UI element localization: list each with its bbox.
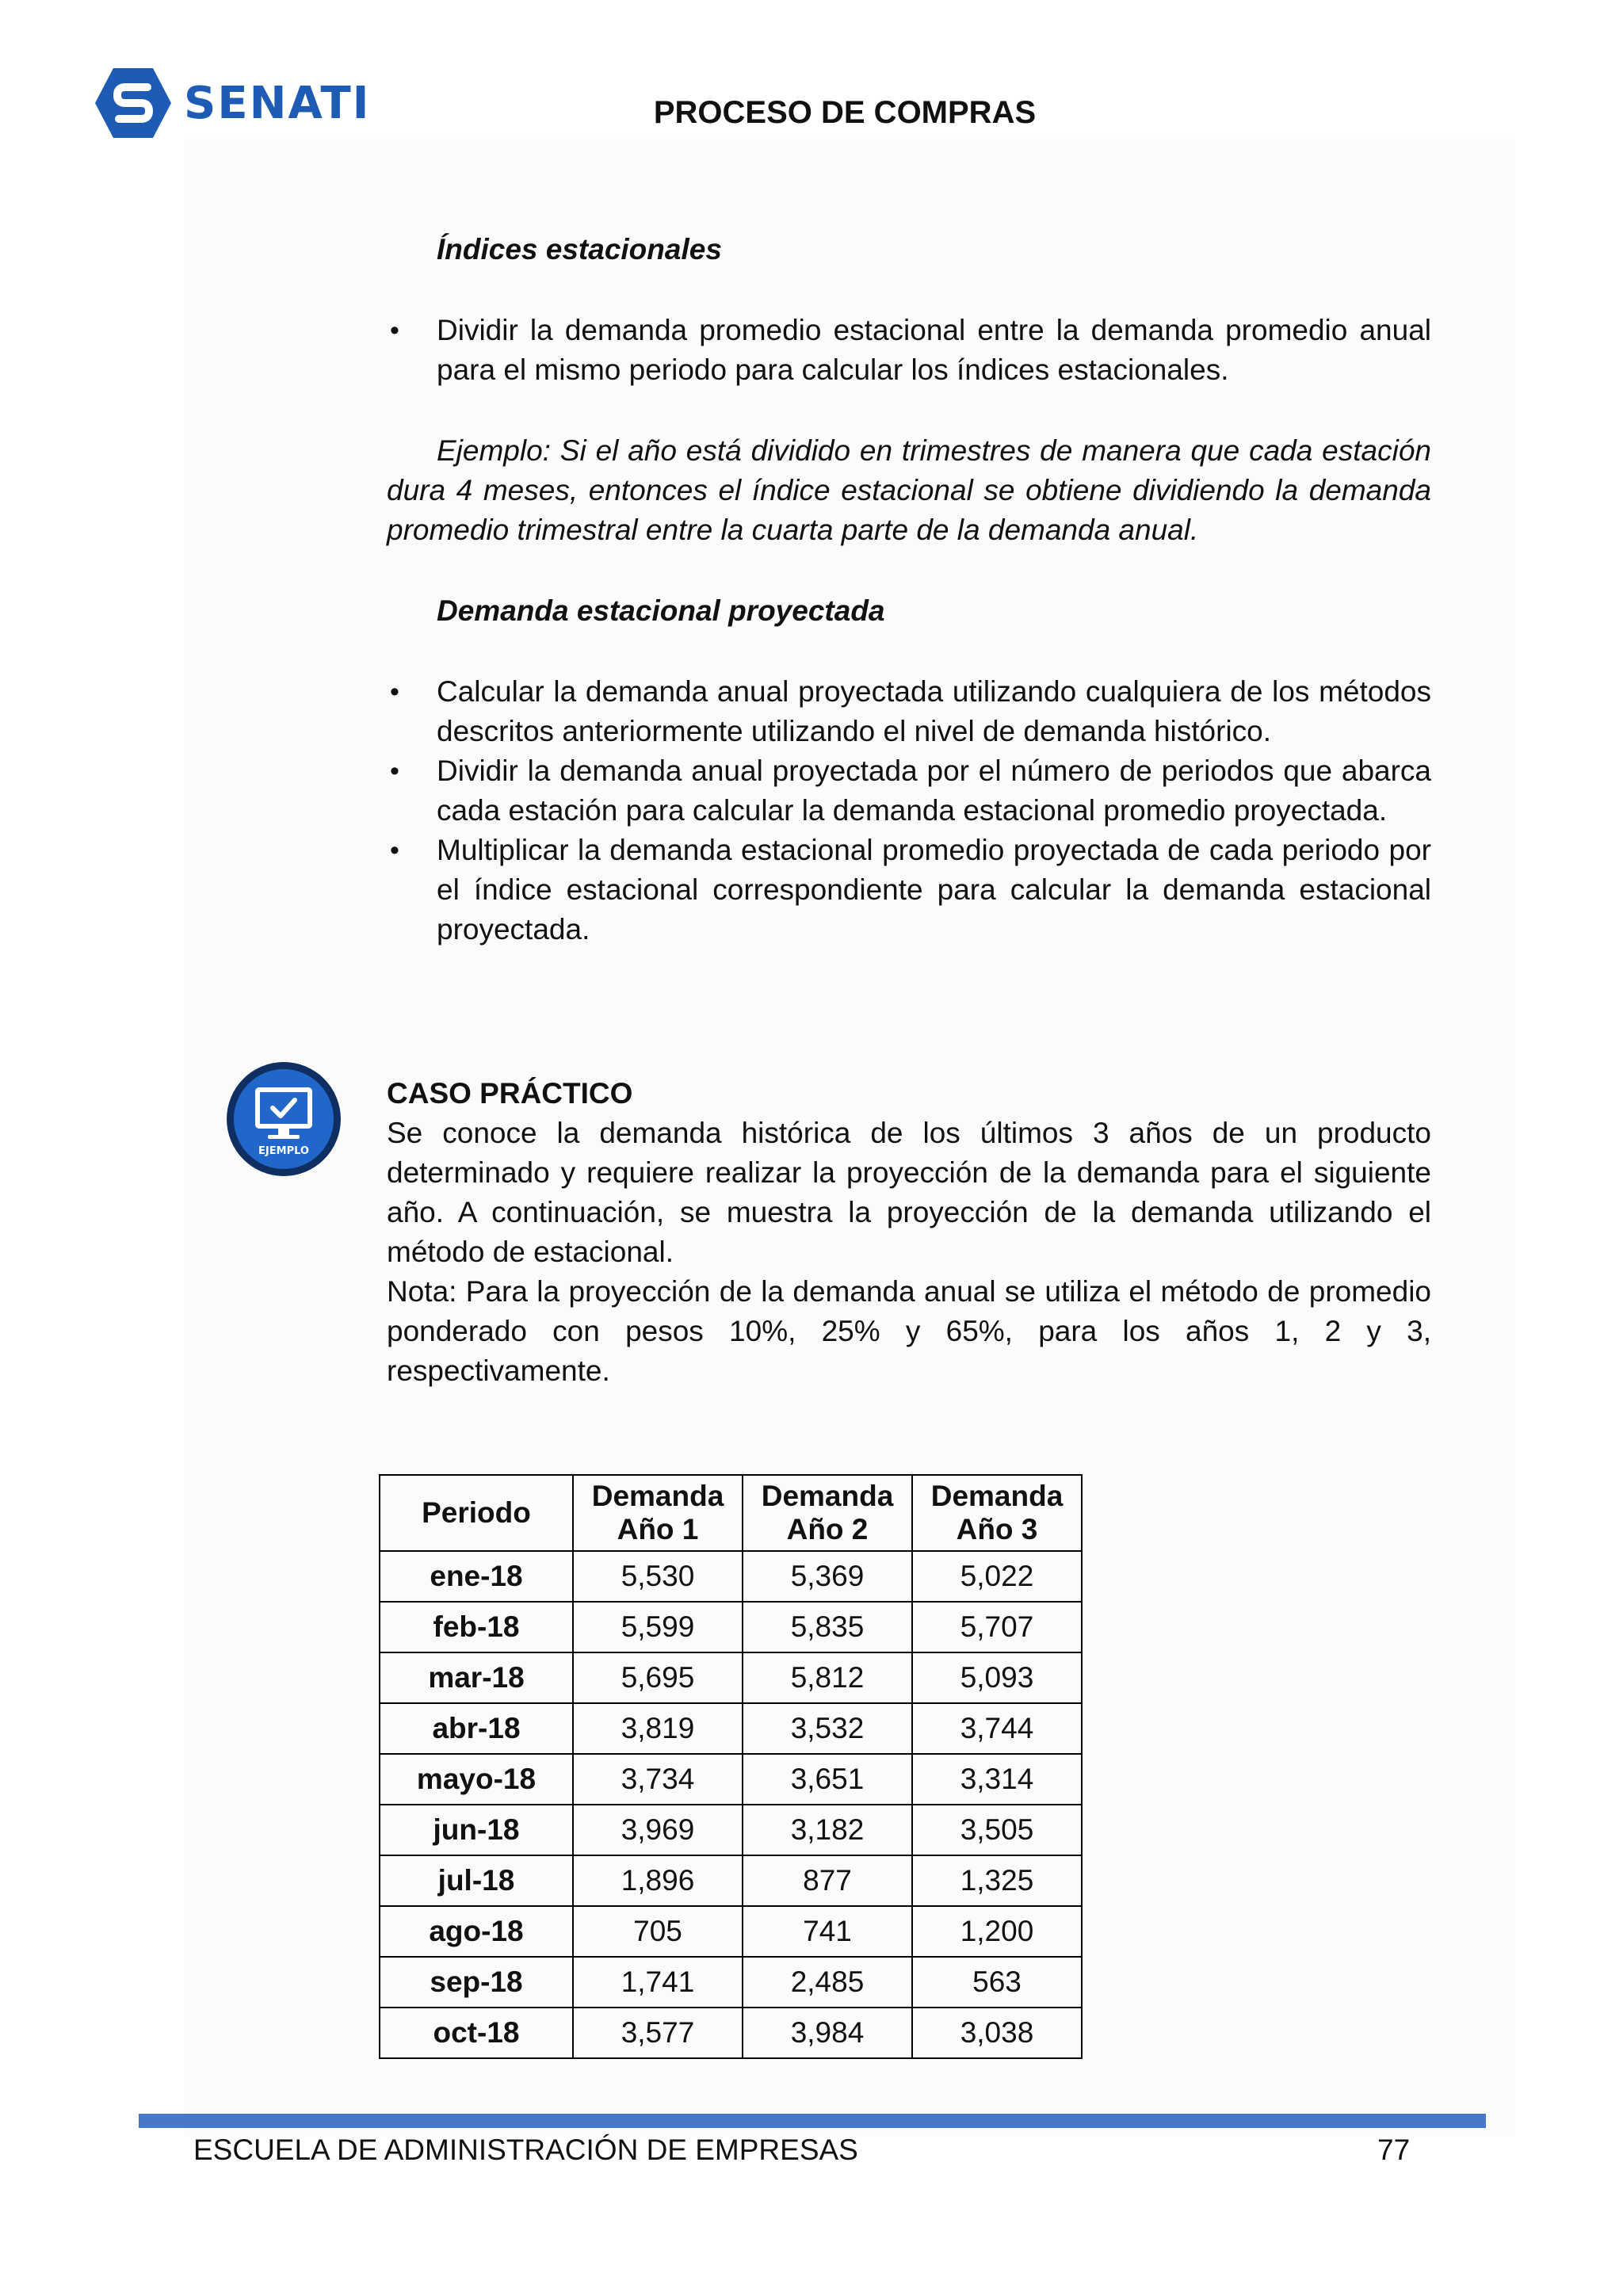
table-cell: jun-18 [380,1805,573,1855]
table-cell: 3,969 [573,1805,743,1855]
table-cell: 5,530 [573,1551,743,1602]
table-cell: 3,532 [743,1703,912,1754]
table-row [380,1602,1082,1652]
table-cell: 2,485 [743,1957,912,2008]
list-item: • Calcular la demanda anual proyectada utilizando cualquiera de los métodos descritos anteriormente utilizando el nivel de demanda histórico. [387,672,1431,751]
main-content [387,230,1431,991]
table-cell: 3,505 [912,1805,1082,1855]
table-cell: mar-18 [380,1652,573,1703]
column-header-anio-1: Demanda Año 1 [573,1475,743,1551]
case-paragraph: Se conoce la demanda histórica de los últimos 3 años de un producto determinado y requiere realizar la proyección de la demanda para el siguiente año. A continuación, se muestra la proyección de la demanda utilizando el método de estacional. [387,1117,1431,1268]
example-paragraph: Ejemplo: Si el año está dividido en trimestres de manera que cada estación dura 4 meses, entonces el índice estacional se obtiene dividiendo la demanda promedio trimestral entre la cuarta parte de la demanda anual. [387,434,1431,546]
page-header-title: PROCESO DE COMPRAS [653,95,1037,130]
list-item: • Dividir la demanda promedio estacional entre la demanda promedio anual para el mismo periodo para calcular los índices estacionales. [387,311,1431,390]
column-header-periodo: Periodo [380,1475,573,1551]
table-cell: 1,741 [573,1957,743,2008]
table-cell: 877 [743,1855,912,1906]
table-cell: jul-18 [380,1855,573,1906]
section-heading-indices: Índices estacionales [437,233,722,266]
demand-table [379,1474,1083,2059]
table-cell: 741 [743,1906,912,1957]
table-row [380,1957,1082,2008]
table-cell: sep-18 [380,1957,573,2008]
table-header-row [380,1475,1082,1551]
table-cell: 5,093 [912,1652,1082,1703]
table-cell: 5,022 [912,1551,1082,1602]
footer-school-name: ESCUELA DE ADMINISTRACIÓN DE EMPRESAS [193,2134,858,2166]
page-number: 77 [1377,2134,1411,2166]
logo-text: SENATI [184,77,371,129]
table-cell: abr-18 [380,1703,573,1754]
column-header-anio-2: Demanda Año 2 [743,1475,912,1551]
section-heading-demanda: Demanda estacional proyectada [437,594,885,627]
table-cell: 1,325 [912,1855,1082,1906]
column-header-anio-3: Demanda Año 3 [912,1475,1082,1551]
table-cell: feb-18 [380,1602,573,1652]
table-cell: 5,812 [743,1652,912,1703]
table-cell: 3,651 [743,1754,912,1805]
table-cell: 3,734 [573,1754,743,1805]
monitor-check-icon [225,1060,342,1178]
table-cell: 1,200 [912,1906,1082,1957]
table-cell: 3,182 [743,1805,912,1855]
table-cell: 705 [573,1906,743,1957]
table-cell: 5,599 [573,1602,743,1652]
badge-label: EJEMPLO [258,1145,309,1157]
bullet-list-demanda [387,672,1431,949]
case-note: Nota: Para la proyección de la demanda anual se utiliza el método de promedio ponderado con pesos 10%, 25% y 65%, para los años 1, 2 y 3, respectivamente. [387,1275,1431,1387]
table-cell: 5,835 [743,1602,912,1652]
table-row [380,2008,1082,2058]
table-cell: mayo-18 [380,1754,573,1805]
bullet-list-indices [387,311,1431,390]
table-cell: 3,744 [912,1703,1082,1754]
list-item: • Dividir la demanda anual proyectada por el número de periodos que abarca cada estación para calcular la demanda estacional promedio proyectada. [387,751,1431,831]
table-cell: 5,369 [743,1551,912,1602]
table-cell: 3,038 [912,2008,1082,2058]
table-cell: 1,896 [573,1855,743,1906]
list-item: • Multiplicar la demanda estacional promedio proyectada de cada periodo por el índice estacional correspondiente para calcular la demanda estacional proyectada. [387,831,1431,949]
case-section [387,1074,1431,1391]
table-row [380,1855,1082,1906]
table-cell: ene-18 [380,1551,573,1602]
example-badge [225,1060,342,1182]
table-cell: 3,819 [573,1703,743,1754]
table-cell: 3,984 [743,2008,912,2058]
table-row [380,1551,1082,1602]
table-cell: oct-18 [380,2008,573,2058]
table-cell: ago-18 [380,1906,573,1957]
table-cell: 3,577 [573,2008,743,2058]
footer-divider [139,2114,1486,2128]
table-cell: 5,695 [573,1652,743,1703]
case-title: CASO PRÁCTICO [387,1077,633,1110]
table-row [380,1652,1082,1703]
table-cell: 3,314 [912,1754,1082,1805]
table-row [380,1906,1082,1957]
table-row [380,1703,1082,1754]
table-row [380,1805,1082,1855]
table-cell: 5,707 [912,1602,1082,1652]
table-row [380,1754,1082,1805]
table-cell: 563 [912,1957,1082,2008]
